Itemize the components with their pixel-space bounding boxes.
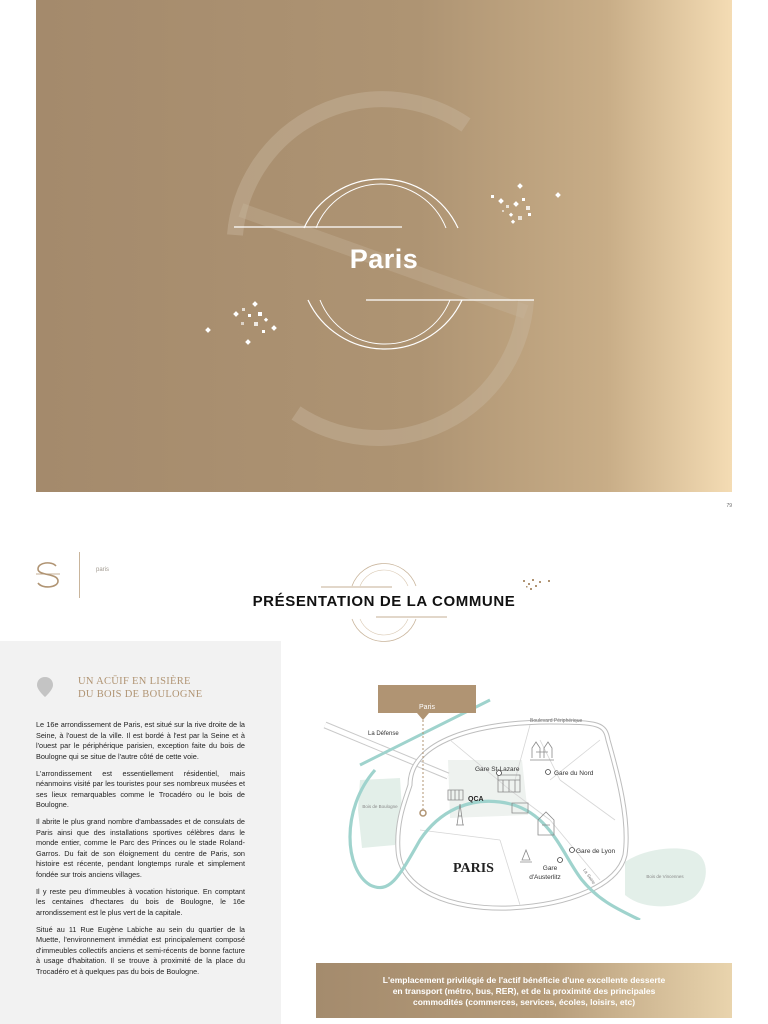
paragraph: Situé au 11 Rue Eugène Labiche au sein du quartier de la Muette, l'environnement immédiat est principalement composé d'immeubles collectifs anciens et semi-récents de bonne facture à usage d'habitation. Il se trouve à proximité de la place du Trocadéro et à quelques pas du bois de Boulogne.	[36, 924, 245, 976]
header-divider	[79, 552, 80, 598]
paragraph: Il y reste peu d'immeubles à vocation historique. En comptant les centaines d'hectares du bois de Boulogne, le 16e arrondissement est le plus vert de la capitale.	[36, 886, 245, 917]
section-title: PRÉSENTATION DE LA COMMUNE	[252, 593, 516, 610]
s-logo-icon	[34, 560, 62, 590]
hero-cover	[36, 0, 732, 492]
bois-boulogne-label: Bois de Boulogne	[362, 804, 398, 809]
gare-austerlitz-label-2: d'Austerlitz	[529, 874, 561, 881]
gare-de-lyon-label: Gare de Lyon	[576, 848, 616, 855]
callout-label: Paris	[419, 704, 435, 711]
gare-du-nord-label: Gare du Nord	[554, 770, 594, 777]
paragraph: Le 16e arrondissement de Paris, est situé sur la rive droite de la Seine, à l'ouest de la ville. Il est bordé à l'est par la Seine et à l'ouest par le périphérique parisien, exception faite du bois de Boulogne qui se situe de l'autre côté de cette voie.	[36, 720, 245, 761]
paris-map	[300, 680, 730, 920]
la-defense-label: La Défense	[368, 731, 399, 737]
location-pin-icon	[36, 676, 54, 698]
bois-vincennes-label: Bois de Vincennes	[646, 874, 684, 879]
paris-label: PARIS	[453, 861, 494, 876]
qca-label: QCA	[468, 796, 484, 803]
body-text	[36, 720, 245, 984]
subtitle	[78, 675, 202, 701]
banner-line-3: commodités (commerces, services, écoles, loisirs, etc)	[412, 997, 636, 1007]
paragraph: L'arrondissement est essentiellement résidentiel, mais néanmoins visité par les touristes pour ses nombreux musées et ses lieux remarquables comme le Trocadéro ou le bois de Boulogne.	[36, 768, 245, 809]
la-seine-label: La Seine	[582, 867, 597, 886]
qca-location-marker	[420, 810, 426, 816]
subtitle-line-2: DU BOIS DE BOULOGNE	[78, 689, 203, 700]
subtitle-line-1: UN ACŪIF EN LISIÈRE	[78, 676, 191, 687]
gare-st-lazare-label: Gare St-Lazare	[475, 766, 520, 773]
gare-austerlitz-label-1: Gare	[542, 865, 558, 872]
banner-line-1: L'emplacement privilégié de l'actif bénéficie d'une excellente desserte	[382, 975, 666, 985]
banner-line-2: en transport (métro, bus, RER), et de la proximité des principales	[392, 986, 656, 996]
page-number: 79	[726, 503, 732, 509]
peripherique-label: Boulevard Périphérique	[530, 718, 583, 724]
summary-banner	[316, 963, 732, 1018]
paragraph: Il abrite le plus grand nombre d'ambassades et de consulats de Paris ainsi que des installations sportives célèbres dans le monde entier, comme le Parc des Princes ou le stade Roland-Garros. Du fait de son éloignement du centre de Paris, son histoire est récente, pendant longtemps rurale et simplement fondée sur trois anciens villages.	[36, 817, 245, 879]
hero-title: Paris	[349, 244, 419, 274]
section-small-label: paris	[96, 567, 110, 573]
